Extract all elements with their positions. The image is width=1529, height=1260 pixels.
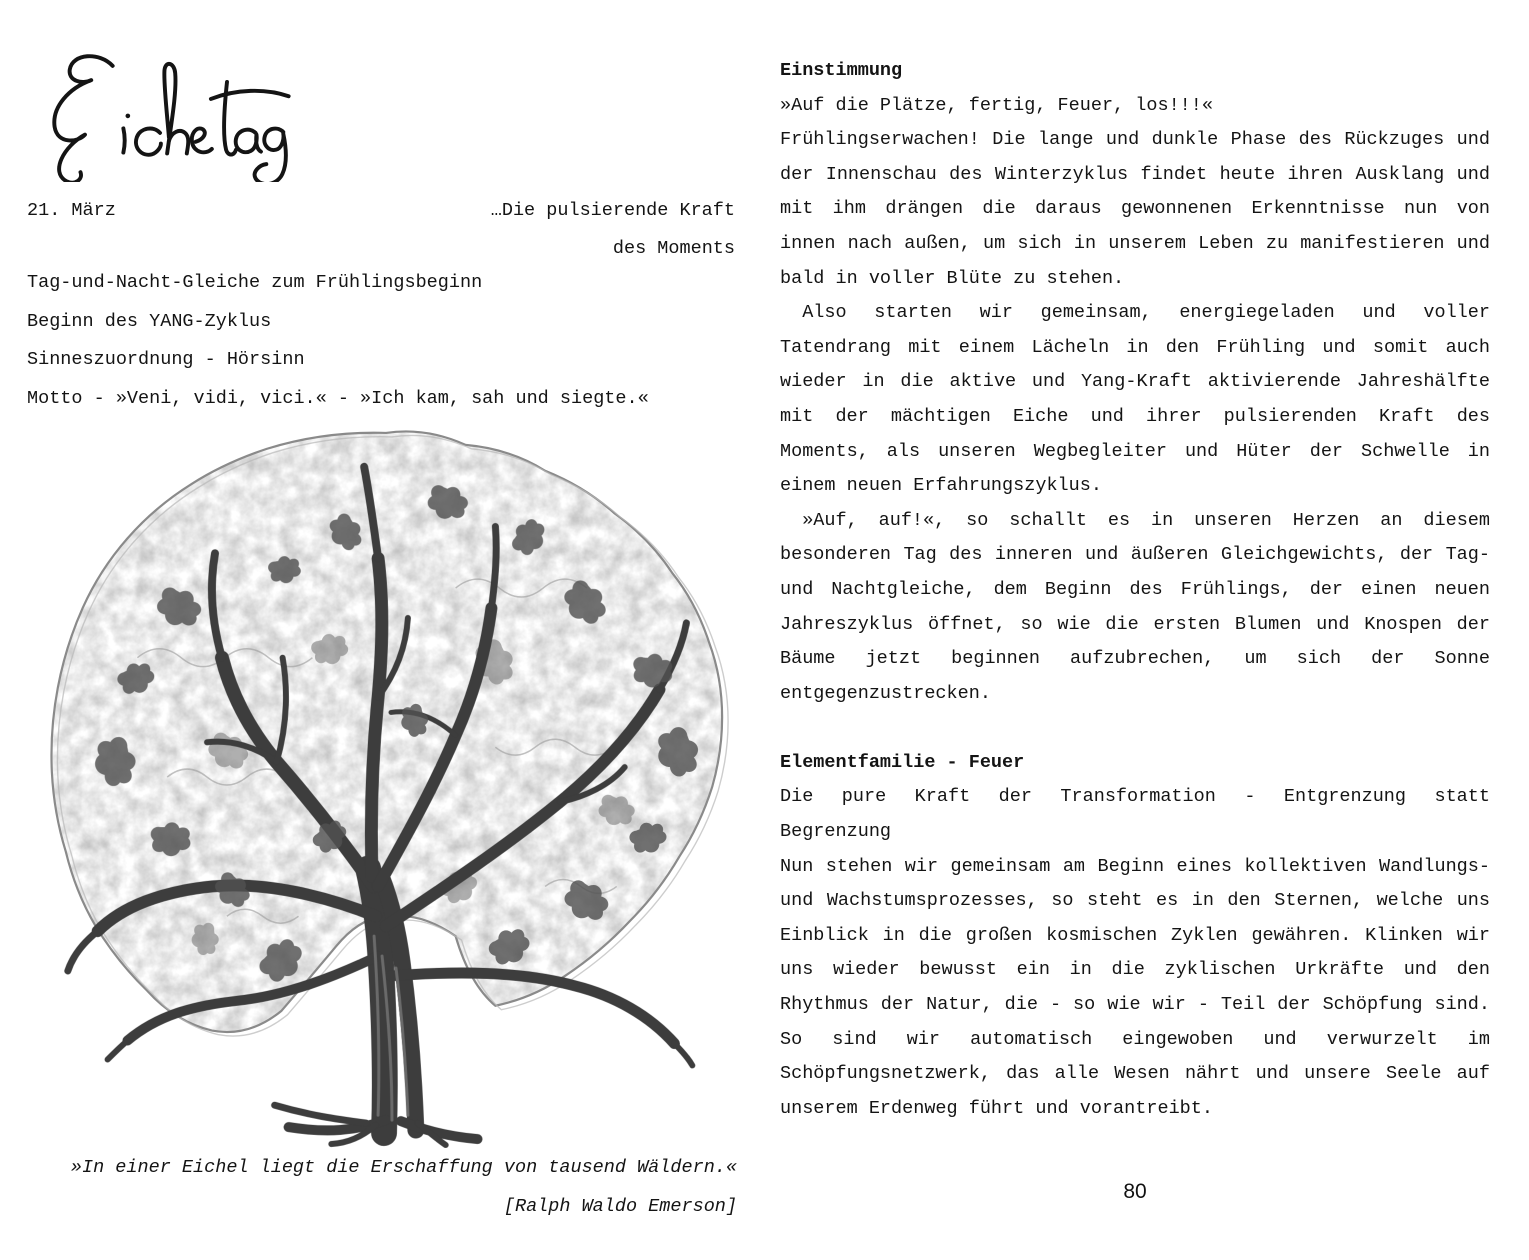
script-title-drawing <box>26 48 294 182</box>
day-facts <box>27 264 735 418</box>
einstimmung-paragraph-2: Also starten wir gemeinsam, energiegeladen und voller Tatendrang mit einem Lächeln in den Frühling und somit auch wieder in die aktive und Yang-Kraft aktivierende Jahreshälfte mit der mächtigen Eiche und ihrer pulsierenden Kraft des Moments, als unseren Wegbegleiter und Hüter der Schwelle in einem neuen Erfahrungszyklus. <box>780 302 1490 497</box>
meta-row <box>27 192 735 267</box>
date-label: 21. März <box>27 200 116 221</box>
right-column <box>780 54 1490 1126</box>
tagline <box>491 192 735 267</box>
einstimmung-paragraph-3: »Auf, auf!«, so schallt es in unseren Herzen an diesem besonderen Tag des inneren und äußeren Gleichgewichts, der Tag- und Nachtgleiche, dem Beginn des Frühlings, der einen neuen Jahreszyklus öffnet, so wie die ersten Blumen und Knospen der Bäume jetzt beginnen aufzubrechen, um sich der Sonne entgegenzustrecken. <box>780 509 1490 704</box>
fact-motto: Motto - »Veni, vidi, vici.« - »Ich kam, sah und siegte.« <box>27 387 649 409</box>
oak-tree-illustration <box>28 416 744 1148</box>
elementfamilie-paragraph-1: Nun stehen wir gemeinsam am Beginn eines kollektiven Wandlungs- und Wachstumsprozesses, so steht es in den Sternen, welche uns Einblick in die großen kosmischen Zyklen gewähren. Klinken wir uns wieder bewusst ein in die zyklischen Urkräfte und den Rhythmus der Natur, die - so wie wir - Teil der Schöpfung sind. So sind wir automatisch eingewoben und verwurzelt im Schöpfungsnetzwerk, das alle Wesen nährt und unsere Seele auf unserem Erdenweg führt und vorantreibt. <box>780 855 1490 1119</box>
quote-attribution: [Ralph Waldo Emerson] <box>503 1196 737 1217</box>
fact-sense: Sinneszuordnung - Hörsinn <box>27 349 305 371</box>
einstimmung-paragraph-1: Frühlingserwachen! Die lange und dunkle Phase des Rückzuges und der Innenschau des Winterzyklus findet heute ihren Ausklang und mit ihm drängen die daraus gewonnenen Erkenntnisse nun von innen nach außen, um sich in unserem Leben zu manifestieren und bald in voller Blüte zu stehen. <box>780 129 1490 289</box>
fact-yang-cycle: Beginn des YANG-Zyklus <box>27 310 272 332</box>
quote-text: »In einer Eichel liegt die Erschaffung von tausend Wäldern.« <box>70 1157 737 1178</box>
einstimmung-quote-line: »Auf die Plätze, fertig, Feuer, los!!!« <box>780 94 1213 116</box>
tagline-line2: des Moments <box>612 237 735 259</box>
script-title-eichetag <box>26 48 294 182</box>
heading-elementfamilie: Elementfamilie - Feuer <box>780 751 1025 773</box>
heading-einstimmung: Einstimmung <box>780 60 903 81</box>
fact-equinox: Tag-und-Nacht-Gleiche zum Frühlingsbeginn <box>27 272 483 293</box>
page-number: 80 <box>1123 1180 1147 1203</box>
quote-block <box>27 1148 737 1226</box>
tagline-line1: …Die pulsierende Kraft <box>490 200 735 221</box>
elementfamilie-subtitle-line: Die pure Kraft der Transformation - Entgrenzung statt Begrenzung <box>780 786 1490 843</box>
oak-tree-drawing <box>28 416 744 1148</box>
